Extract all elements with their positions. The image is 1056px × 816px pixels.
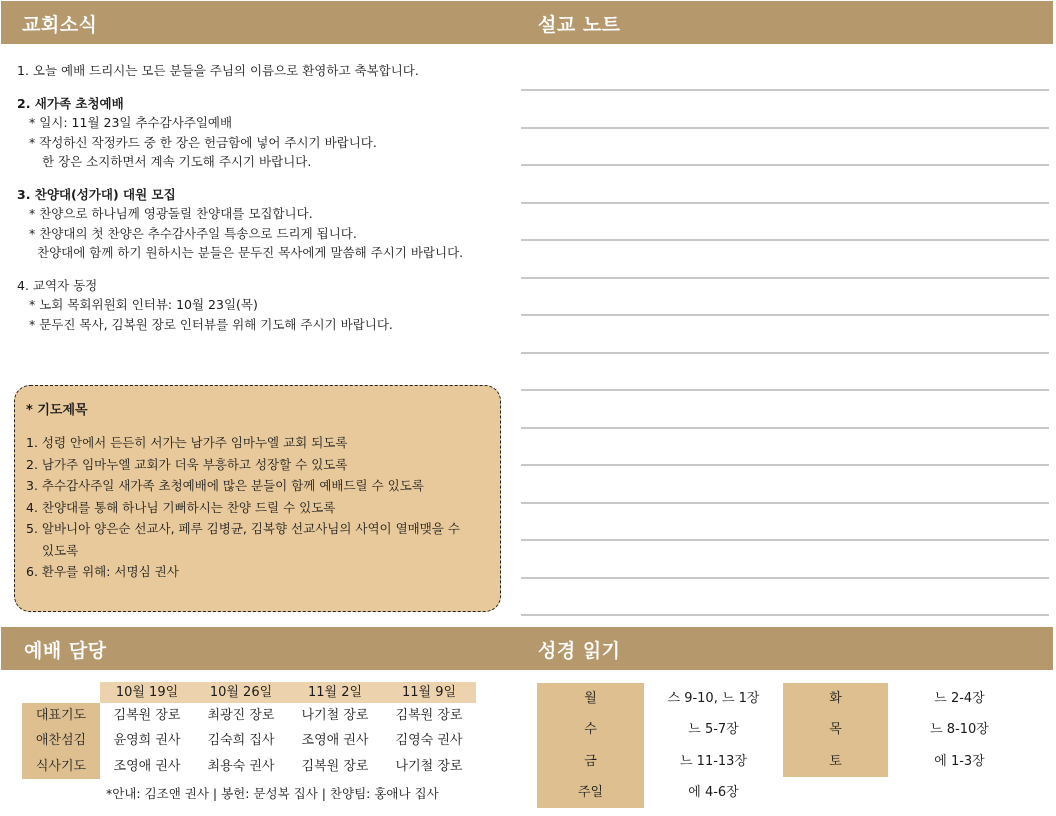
table-cell: 나기철 장로 xyxy=(395,758,463,774)
notice-heading-3: 3. 찬양대(성가대) 대원 모집 xyxy=(17,186,176,202)
notice-line: 한 장은 소지하면서 계속 기도해 주시기 바랍니다. xyxy=(42,154,312,169)
prayer-title: * 기도제목 xyxy=(26,403,88,418)
table-cell: 최용숙 권사 xyxy=(207,758,275,774)
role-label: 애찬섬김 xyxy=(35,733,87,749)
notice-line: * 노회 목회위원회 인터뷰: 10월 23일(목) xyxy=(29,297,258,312)
prayer-item: 6. 환우를 위해: 서명심 권사 xyxy=(26,564,179,579)
day-label: 주일 xyxy=(577,784,604,800)
notice-line: * 찬양으로 하나님께 영광돌릴 찬양대를 모집합니다. xyxy=(29,206,313,221)
day-label: 월 xyxy=(584,691,597,706)
table-cell: 김복원 장로 xyxy=(301,758,369,774)
table-cell: 조영애 권사 xyxy=(301,733,369,749)
reading-cell: 느 8-10장 xyxy=(930,722,989,738)
prayer-item: 4. 찬양대를 통해 하나님 기뻐하시는 찬양 드릴 수 있도록 xyxy=(26,499,336,515)
top-header-band xyxy=(1,1,1053,44)
table-cell: 김복원 장로 xyxy=(113,708,181,723)
day-column-right xyxy=(783,683,888,777)
date-header: 11월 9일 xyxy=(401,685,457,700)
table-cell: 조영애 권사 xyxy=(113,758,181,774)
day-label: 목 xyxy=(829,722,842,738)
notice-heading-4: 4. 교역자 동정 xyxy=(17,277,98,293)
notice-line: 찬양대에 함께 하기 원하시는 분들은 문두진 목사에게 말씀해 주시기 바랍니다. xyxy=(37,245,464,260)
notice-line: * 작성하신 작정카드 중 한 장은 헌금함에 넣어 주시기 바랍니다. xyxy=(29,134,377,150)
prayer-requests-box xyxy=(14,385,501,612)
notice-heading-2: 2. 새가족 초청예배 xyxy=(17,95,124,111)
note-line xyxy=(521,539,1049,541)
reading-cell: 에 4-6장 xyxy=(688,784,739,800)
worship-duty-title: 예배 담당 xyxy=(24,640,107,662)
table-cell: 김숙희 집사 xyxy=(207,733,275,749)
worship-footnote: *안내: 김조앤 권사 | 봉헌: 문성복 집사 | 찬양팀: 홍애나 집사 xyxy=(106,786,439,801)
note-line xyxy=(521,577,1049,579)
note-line xyxy=(521,389,1049,391)
note-line xyxy=(521,239,1049,241)
day-label: 토 xyxy=(829,753,842,769)
day-label: 금 xyxy=(584,753,597,769)
note-line xyxy=(521,352,1049,354)
day-column-left xyxy=(537,683,644,808)
reading-cell: 에 1-3장 xyxy=(934,753,985,769)
table-cell: 윤영희 권사 xyxy=(113,733,181,749)
note-line xyxy=(521,202,1049,204)
table-cell: 나기철 장로 xyxy=(301,708,369,723)
church-news-title: 교회소식 xyxy=(22,14,98,36)
prayer-item-continued: 있도록 xyxy=(42,542,79,558)
note-line xyxy=(521,277,1049,279)
note-line xyxy=(521,314,1049,316)
note-line xyxy=(521,427,1049,429)
note-line xyxy=(521,127,1049,129)
reading-cell: 느 2-4장 xyxy=(934,691,985,706)
reading-cell: 느 11-13장 xyxy=(679,753,748,769)
role-label: 식사기도 xyxy=(35,758,87,774)
notice-line: * 일시: 11월 23일 추수감사주일예배 xyxy=(29,115,233,130)
reading-cell: 스 9-10, 느 1장 xyxy=(667,691,760,706)
note-line xyxy=(521,502,1049,504)
date-header-row xyxy=(100,682,476,703)
bottom-header-band xyxy=(1,627,1053,670)
prayer-item: 5. 알바니아 양은순 선교사, 페루 김병균, 김복향 선교사님의 사역이 열매맺을 수 xyxy=(26,521,460,536)
notice-line: * 문두진 목사, 김복원 장로 인터뷰를 위해 기도해 주시기 바랍니다. xyxy=(29,316,393,332)
day-label: 화 xyxy=(829,691,842,706)
date-header: 11월 2일 xyxy=(307,685,363,700)
sermon-notes-title: 설교 노트 xyxy=(538,14,621,36)
role-label-column xyxy=(22,703,100,779)
table-cell: 김복원 장로 xyxy=(395,708,463,723)
table-cell: 최광진 장로 xyxy=(207,708,275,723)
table-cell: 김영숙 권사 xyxy=(395,733,463,749)
prayer-item: 1. 성령 안에서 든든히 서가는 남가주 임마누엘 교회 되도록 xyxy=(26,435,348,450)
note-line xyxy=(521,89,1049,91)
note-line xyxy=(521,614,1049,616)
day-label: 수 xyxy=(584,722,597,738)
note-line xyxy=(521,464,1049,466)
note-line xyxy=(521,164,1049,166)
prayer-item: 2. 남가주 임마누엘 교회가 더욱 부흥하고 성장할 수 있도록 xyxy=(26,456,348,472)
church-news-section xyxy=(17,61,507,334)
date-header: 10월 19일 xyxy=(115,685,179,700)
date-header: 10월 26일 xyxy=(209,685,273,700)
prayer-item: 3. 추수감사주일 새가족 초청예배에 많은 분들이 함께 예배드릴 수 있도록 xyxy=(26,478,424,493)
notice-line: * 찬양대의 첫 찬양은 추수감사주일 특송으로 드리게 됩니다. xyxy=(29,225,357,241)
reading-cell: 느 5-7장 xyxy=(688,722,739,738)
notice-item-1: 1. 오늘 예배 드리시는 모든 분들을 주님의 이름으로 환영하고 축복합니다. xyxy=(17,63,419,78)
bible-reading-title: 성경 읽기 xyxy=(538,640,621,662)
role-label: 대표기도 xyxy=(35,708,87,723)
